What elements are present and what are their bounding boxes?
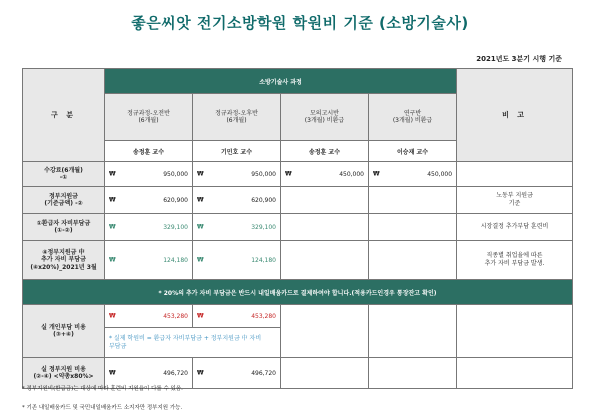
amount-cell: 329,100 bbox=[163, 223, 188, 231]
page-title: 좋은씨앗 전기소방학원 학원비 기준 (소방기술사) bbox=[131, 14, 469, 32]
won-symbol: ₩ bbox=[197, 369, 204, 377]
amount-cell: 124,180 bbox=[251, 256, 276, 264]
course-group-row bbox=[23, 69, 573, 94]
empty-cell bbox=[281, 358, 369, 389]
empty-cell bbox=[457, 305, 573, 358]
amount-cell: 496,720 bbox=[163, 369, 188, 377]
empty-cell bbox=[369, 187, 457, 214]
notice-banner: * 20%의 추가 자비 부담금은 반드시 내일배움카드로 결제하여야 합니다.(적용카드인경우 통장잔고 확인) bbox=[23, 280, 573, 305]
won-symbol: ₩ bbox=[109, 312, 116, 320]
remark-cell: 직종별 취업율에 따른 추가 자비 부담금 발생. bbox=[457, 241, 573, 280]
won-symbol: ₩ bbox=[197, 256, 204, 264]
amount-cell: 450,000 bbox=[339, 170, 364, 178]
footnote: * 기존 내일배움카드 및 국민내일배움카드 소지자만 정부지원 가능. bbox=[22, 405, 183, 411]
empty-cell bbox=[369, 241, 457, 280]
row-label: 실 개인부담 비용 (③+④) bbox=[23, 305, 105, 358]
actual-cost-note: * 실제 학원비 = 환급자 자비부담금 + 정부지원금 中 자비 부담금 bbox=[105, 328, 281, 358]
course-name: 연구반 (3개월) 비환급 bbox=[369, 94, 457, 141]
remark-cell: 시장결정 추가부담 훈련비 bbox=[457, 214, 573, 241]
amount-cell: 453,280 bbox=[251, 312, 276, 320]
footnote: * 정부지원비(환급금)는 대상에 따라 훈련비 지원율이 다를 수 있음. bbox=[22, 386, 183, 392]
course-name: 모의고시반 (3개월) 비환급 bbox=[281, 94, 369, 141]
empty-cell bbox=[281, 241, 369, 280]
amount-cell: 124,180 bbox=[163, 256, 188, 264]
empty-cell bbox=[369, 214, 457, 241]
table-row-additional bbox=[23, 241, 573, 280]
empty-cell bbox=[281, 305, 369, 358]
amount-cell: 453,280 bbox=[163, 312, 188, 320]
won-symbol: ₩ bbox=[197, 223, 204, 231]
course-group-header: 소방기술사 과정 bbox=[105, 69, 457, 94]
amount-cell: 450,000 bbox=[427, 170, 453, 178]
table-row-tuition bbox=[23, 162, 573, 187]
won-symbol: ₩ bbox=[373, 170, 380, 178]
empty-cell bbox=[369, 358, 457, 389]
won-symbol: ₩ bbox=[197, 196, 204, 204]
course-name: 정규과정-오전반 (6개월) bbox=[105, 94, 193, 141]
amount-cell: 620,900 bbox=[251, 196, 276, 204]
remark-cell: 노동부 지원금 기준 bbox=[457, 187, 573, 214]
notice-banner-row bbox=[23, 280, 573, 305]
row-label: 실 정부지원 비용 (②-④) <약총x80%> bbox=[23, 358, 105, 389]
row-label: 정부지원금 (기준금액) -② bbox=[23, 187, 105, 214]
table-row-self-pay bbox=[23, 214, 573, 241]
row-header-label: 구 분 bbox=[23, 69, 105, 162]
amount-cell: 496,720 bbox=[251, 369, 276, 377]
row-label: 수강료(6개월) -① bbox=[23, 162, 105, 187]
empty-cell bbox=[457, 358, 573, 389]
empty-cell bbox=[369, 305, 457, 358]
won-symbol: ₩ bbox=[197, 312, 204, 320]
won-symbol: ₩ bbox=[109, 196, 116, 204]
won-symbol: ₩ bbox=[109, 369, 116, 377]
remarks-header: 비 고 bbox=[457, 69, 573, 162]
amount-cell: 620,900 bbox=[163, 196, 188, 204]
won-symbol: ₩ bbox=[197, 170, 204, 178]
course-professor: 이승재 교수 bbox=[369, 141, 457, 162]
won-symbol: ₩ bbox=[109, 170, 116, 178]
table-row-subsidy bbox=[23, 187, 573, 214]
course-professor: 기민호 교수 bbox=[193, 141, 281, 162]
amount-cell: 329,100 bbox=[251, 223, 276, 231]
tuition-table bbox=[22, 68, 573, 389]
effective-date: 2021년도 3분기 시행 기준 bbox=[476, 55, 562, 63]
course-name: 정규과정-오후반 (6개월) bbox=[193, 94, 281, 141]
won-symbol: ₩ bbox=[109, 256, 116, 264]
empty-cell bbox=[281, 214, 369, 241]
remark-cell bbox=[457, 162, 573, 187]
table-row-actual-cost bbox=[23, 305, 573, 328]
amount-cell: 950,000 bbox=[163, 170, 188, 178]
won-symbol: ₩ bbox=[285, 170, 292, 178]
amount-cell: 950,000 bbox=[251, 170, 276, 178]
row-label: ④정부지원금 中 추가 자비 부담금 (④x20%)_2021년 3월 bbox=[23, 241, 105, 280]
won-symbol: ₩ bbox=[109, 223, 116, 231]
row-label: ①환급자 자비부담금 (①-②) bbox=[23, 214, 105, 241]
course-professor: 송정훈 교수 bbox=[105, 141, 193, 162]
empty-cell bbox=[281, 187, 369, 214]
course-professor: 송정훈 교수 bbox=[281, 141, 369, 162]
